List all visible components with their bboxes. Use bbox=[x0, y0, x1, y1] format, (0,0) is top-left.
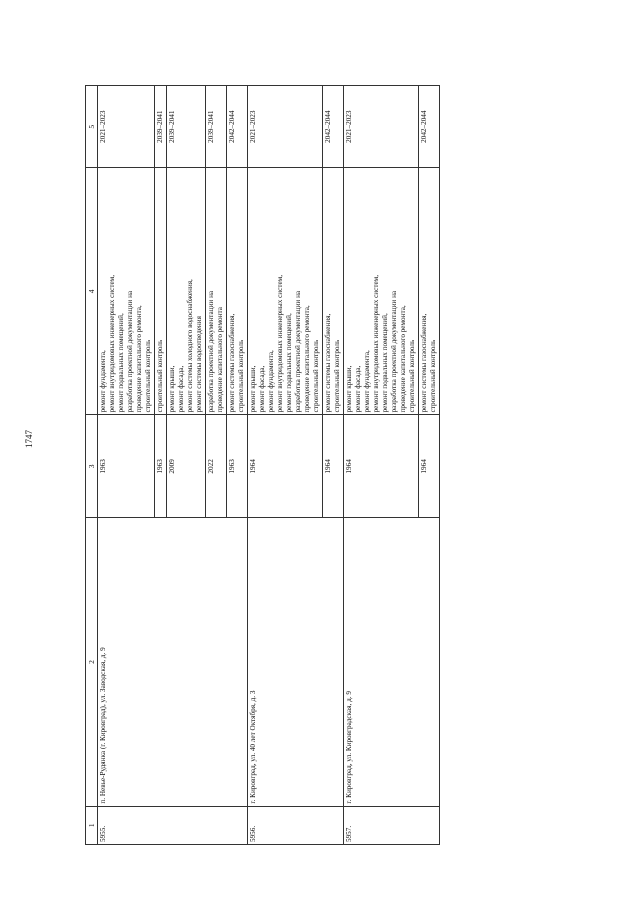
building-address-cell: г. Кировград, ул. Кировградская, д. 9 bbox=[344, 518, 440, 806]
work-item: строительный контроль bbox=[429, 339, 438, 413]
period-cell: 2039–2041 bbox=[155, 86, 167, 168]
building-address-cell: г. Кировград, ул. 40 лет Октября, д. 3 bbox=[248, 518, 344, 806]
work-item: ремонт системы газоснабжения, bbox=[324, 313, 333, 413]
period-cell: 2021–2023 bbox=[248, 86, 323, 168]
period-cell: 2042–2044 bbox=[227, 86, 248, 168]
work-item: ремонт крыши, bbox=[345, 365, 354, 413]
works-cell bbox=[206, 168, 227, 415]
work-item: ремонт фасада, bbox=[354, 365, 363, 413]
year-cell: 1963 bbox=[98, 415, 155, 518]
work-item: проведение капитального ремонта bbox=[216, 307, 225, 413]
period-cell: 2039–2041 bbox=[206, 86, 227, 168]
table-row bbox=[248, 86, 323, 845]
work-item: ремонт подвальных помещений, bbox=[117, 313, 126, 413]
work-item: ремонт внутридомовых инженерных систем, bbox=[108, 274, 117, 413]
table-header-row bbox=[86, 86, 98, 845]
work-item: ремонт подвальных помещений, bbox=[285, 313, 294, 413]
year-cell: 1964 bbox=[344, 415, 419, 518]
work-item: строительный контроль bbox=[333, 339, 342, 413]
work-item: ремонт внутридомовых инженерных систем, bbox=[276, 274, 285, 413]
table-row bbox=[98, 86, 155, 845]
repair-schedule-table bbox=[85, 85, 440, 845]
work-item: ремонт фундамента, bbox=[363, 350, 372, 413]
period-cell: 2021–2023 bbox=[344, 86, 419, 168]
work-item: разработка проектной документации на bbox=[390, 290, 399, 413]
year-cell: 1964 bbox=[419, 415, 440, 518]
work-item: разработка проектной документации на bbox=[207, 290, 216, 413]
work-item: строительный контроль bbox=[312, 339, 321, 413]
works-cell bbox=[419, 168, 440, 415]
year-cell: 1964 bbox=[323, 415, 344, 518]
year-cell: 2022 bbox=[206, 415, 227, 518]
work-item: разработка проектной документации на bbox=[126, 290, 135, 413]
year-cell: 2009 bbox=[167, 415, 206, 518]
work-item: ремонт крыши, bbox=[168, 365, 177, 413]
year-cell: 1964 bbox=[248, 415, 323, 518]
work-item: ремонт системы газоснабжения, bbox=[228, 313, 237, 413]
building-number-cell: 5956. bbox=[248, 806, 344, 844]
work-item: строительный контроль bbox=[408, 339, 417, 413]
period-cell: 2039–2041 bbox=[167, 86, 206, 168]
works-cell bbox=[344, 168, 419, 415]
work-item: ремонт фундамента, bbox=[99, 350, 108, 413]
works-cell bbox=[227, 168, 248, 415]
building-number-cell: 5957. bbox=[344, 806, 440, 844]
rotated-table-container bbox=[85, 85, 545, 845]
work-item: ремонт внутридомовых инженерных систем, bbox=[372, 274, 381, 413]
work-item: проведение капитального ремонта, bbox=[303, 305, 312, 413]
work-item: ремонт крыши, bbox=[249, 365, 258, 413]
work-item: ремонт фасада, bbox=[258, 365, 267, 413]
work-item: ремонт системы холодного водоснабжения, bbox=[186, 279, 195, 413]
works-cell bbox=[98, 168, 155, 415]
works-cell bbox=[248, 168, 323, 415]
work-item: ремонт подвальных помещений, bbox=[381, 313, 390, 413]
work-item: ремонт фасада, bbox=[177, 365, 186, 413]
work-item: строительный контроль bbox=[237, 339, 246, 413]
page-number: 1747 bbox=[24, 430, 34, 448]
table-body bbox=[98, 86, 440, 845]
work-item: проведение капитального ремонта, bbox=[135, 305, 144, 413]
building-number-cell: 5955. bbox=[98, 806, 248, 844]
work-item: ремонт системы водоотведения bbox=[195, 316, 204, 413]
work-item: ремонт системы газоснабжения, bbox=[420, 313, 429, 413]
works-cell bbox=[323, 168, 344, 415]
header-cell: 1 bbox=[86, 806, 98, 844]
period-cell: 2021–2023 bbox=[98, 86, 155, 168]
work-item: ремонт фундамента, bbox=[267, 350, 276, 413]
table-row bbox=[344, 86, 419, 845]
header-cell: 4 bbox=[86, 168, 98, 415]
work-item: разработка проектной документации на bbox=[294, 290, 303, 413]
work-item: проведение капитального ремонта, bbox=[399, 305, 408, 413]
works-cell bbox=[155, 168, 167, 415]
year-cell: 1963 bbox=[155, 415, 167, 518]
header-cell: 2 bbox=[86, 518, 98, 806]
building-address-cell: п. Невье-Рудянка (г. Кировград), ул. Заводская, д. 9 bbox=[98, 518, 248, 806]
work-item: строительный контроль bbox=[144, 339, 153, 413]
work-item: строительный контроль bbox=[156, 339, 165, 413]
header-cell: 5 bbox=[86, 86, 98, 168]
year-cell: 1963 bbox=[227, 415, 248, 518]
period-cell: 2042–2044 bbox=[323, 86, 344, 168]
header-cell: 3 bbox=[86, 415, 98, 518]
works-cell bbox=[167, 168, 206, 415]
period-cell: 2042–2044 bbox=[419, 86, 440, 168]
